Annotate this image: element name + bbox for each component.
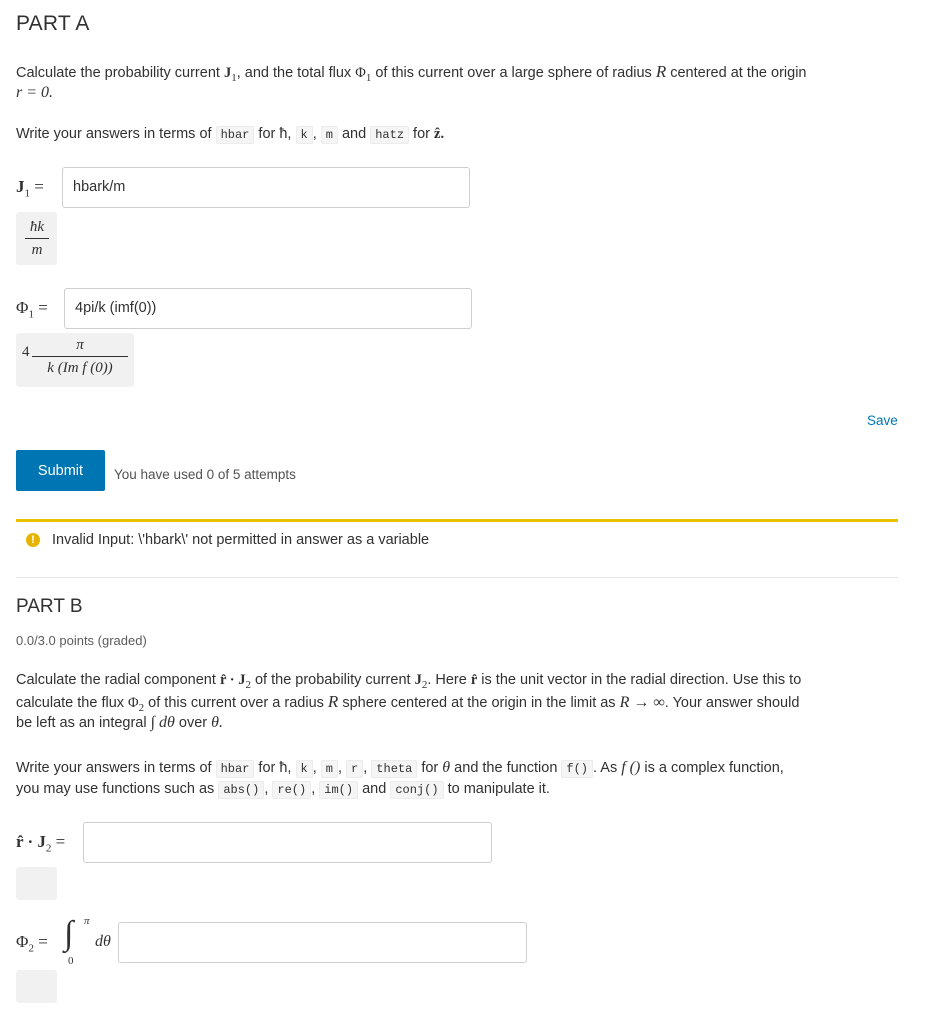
phi2-label: $\Phi_2$ =: [16, 932, 48, 955]
part-a-description: Calculate the probability current $J_1$, and the total flux $\Phi_1$ of this current over a large sphere of radius R centered at the origin: [16, 62, 807, 84]
part-b-description-line2: calculate the flux $\Phi_2$ of this current over a radius R sphere centered at the origin in the limit as R → ∞. Your answer should: [16, 692, 800, 714]
section-divider: [16, 577, 898, 578]
part-b-points: 0.0/3.0 points (graded): [16, 633, 147, 648]
j1-input[interactable]: hbark/m: [62, 167, 470, 208]
part-b-title: PART B: [16, 596, 83, 617]
phi2-preview: [16, 970, 57, 1003]
part-a-instructions: Write your answers in terms of hbar for ħ, k , m and hatz for ẑ.: [16, 126, 445, 142]
part-b-description-line1: Calculate the radial component r̂ · $J_2$ of the probability current $J_2$. Here r̂ is the unit vector in the radial direction. Use this to: [16, 672, 802, 691]
phi1-preview: 4 π k (Im f (0)): [16, 333, 134, 387]
part-b-instructions-line2: you may use functions such as abs() , re() , im() and conj() to manipulate it.: [16, 781, 550, 797]
rj2-label: r̂ · $J_2$ =: [16, 832, 66, 855]
dtheta-label: dθ: [95, 933, 111, 950]
attempts-text: You have used 0 of 5 attempts: [114, 467, 296, 482]
rj2-input[interactable]: [83, 822, 492, 863]
j1-label: $J_1$ =: [16, 177, 44, 200]
phi1-label: $\Phi_1$ =: [16, 298, 48, 321]
phi1-input[interactable]: 4pi/k (imf(0)): [64, 288, 472, 329]
warning-message: Invalid Input: \'hbark\' not permitted in answer as a variable: [52, 532, 430, 548]
rj2-preview: [16, 867, 57, 900]
integral-upper-limit: π: [84, 915, 90, 927]
warning-divider: [16, 519, 898, 522]
submit-button[interactable]: Submit: [16, 450, 105, 491]
part-a-title: PART A: [16, 12, 90, 35]
part-a-origin-condition: r = 0.: [16, 84, 54, 101]
part-b-description-line3: be left as an integral ∫ dθ over θ.: [16, 714, 223, 731]
integral-sign: ∫: [64, 915, 74, 952]
save-button[interactable]: Save: [867, 413, 898, 428]
j1-preview: ħk m: [16, 212, 57, 265]
part-b-instructions-line1: Write your answers in terms of hbar for ħ, k , m , r , theta for θ and the function f() . As f () is a complex function,: [16, 759, 784, 776]
integral-lower-limit: 0: [68, 955, 74, 967]
warning-icon: !: [26, 533, 40, 547]
phi2-input[interactable]: [118, 922, 527, 963]
